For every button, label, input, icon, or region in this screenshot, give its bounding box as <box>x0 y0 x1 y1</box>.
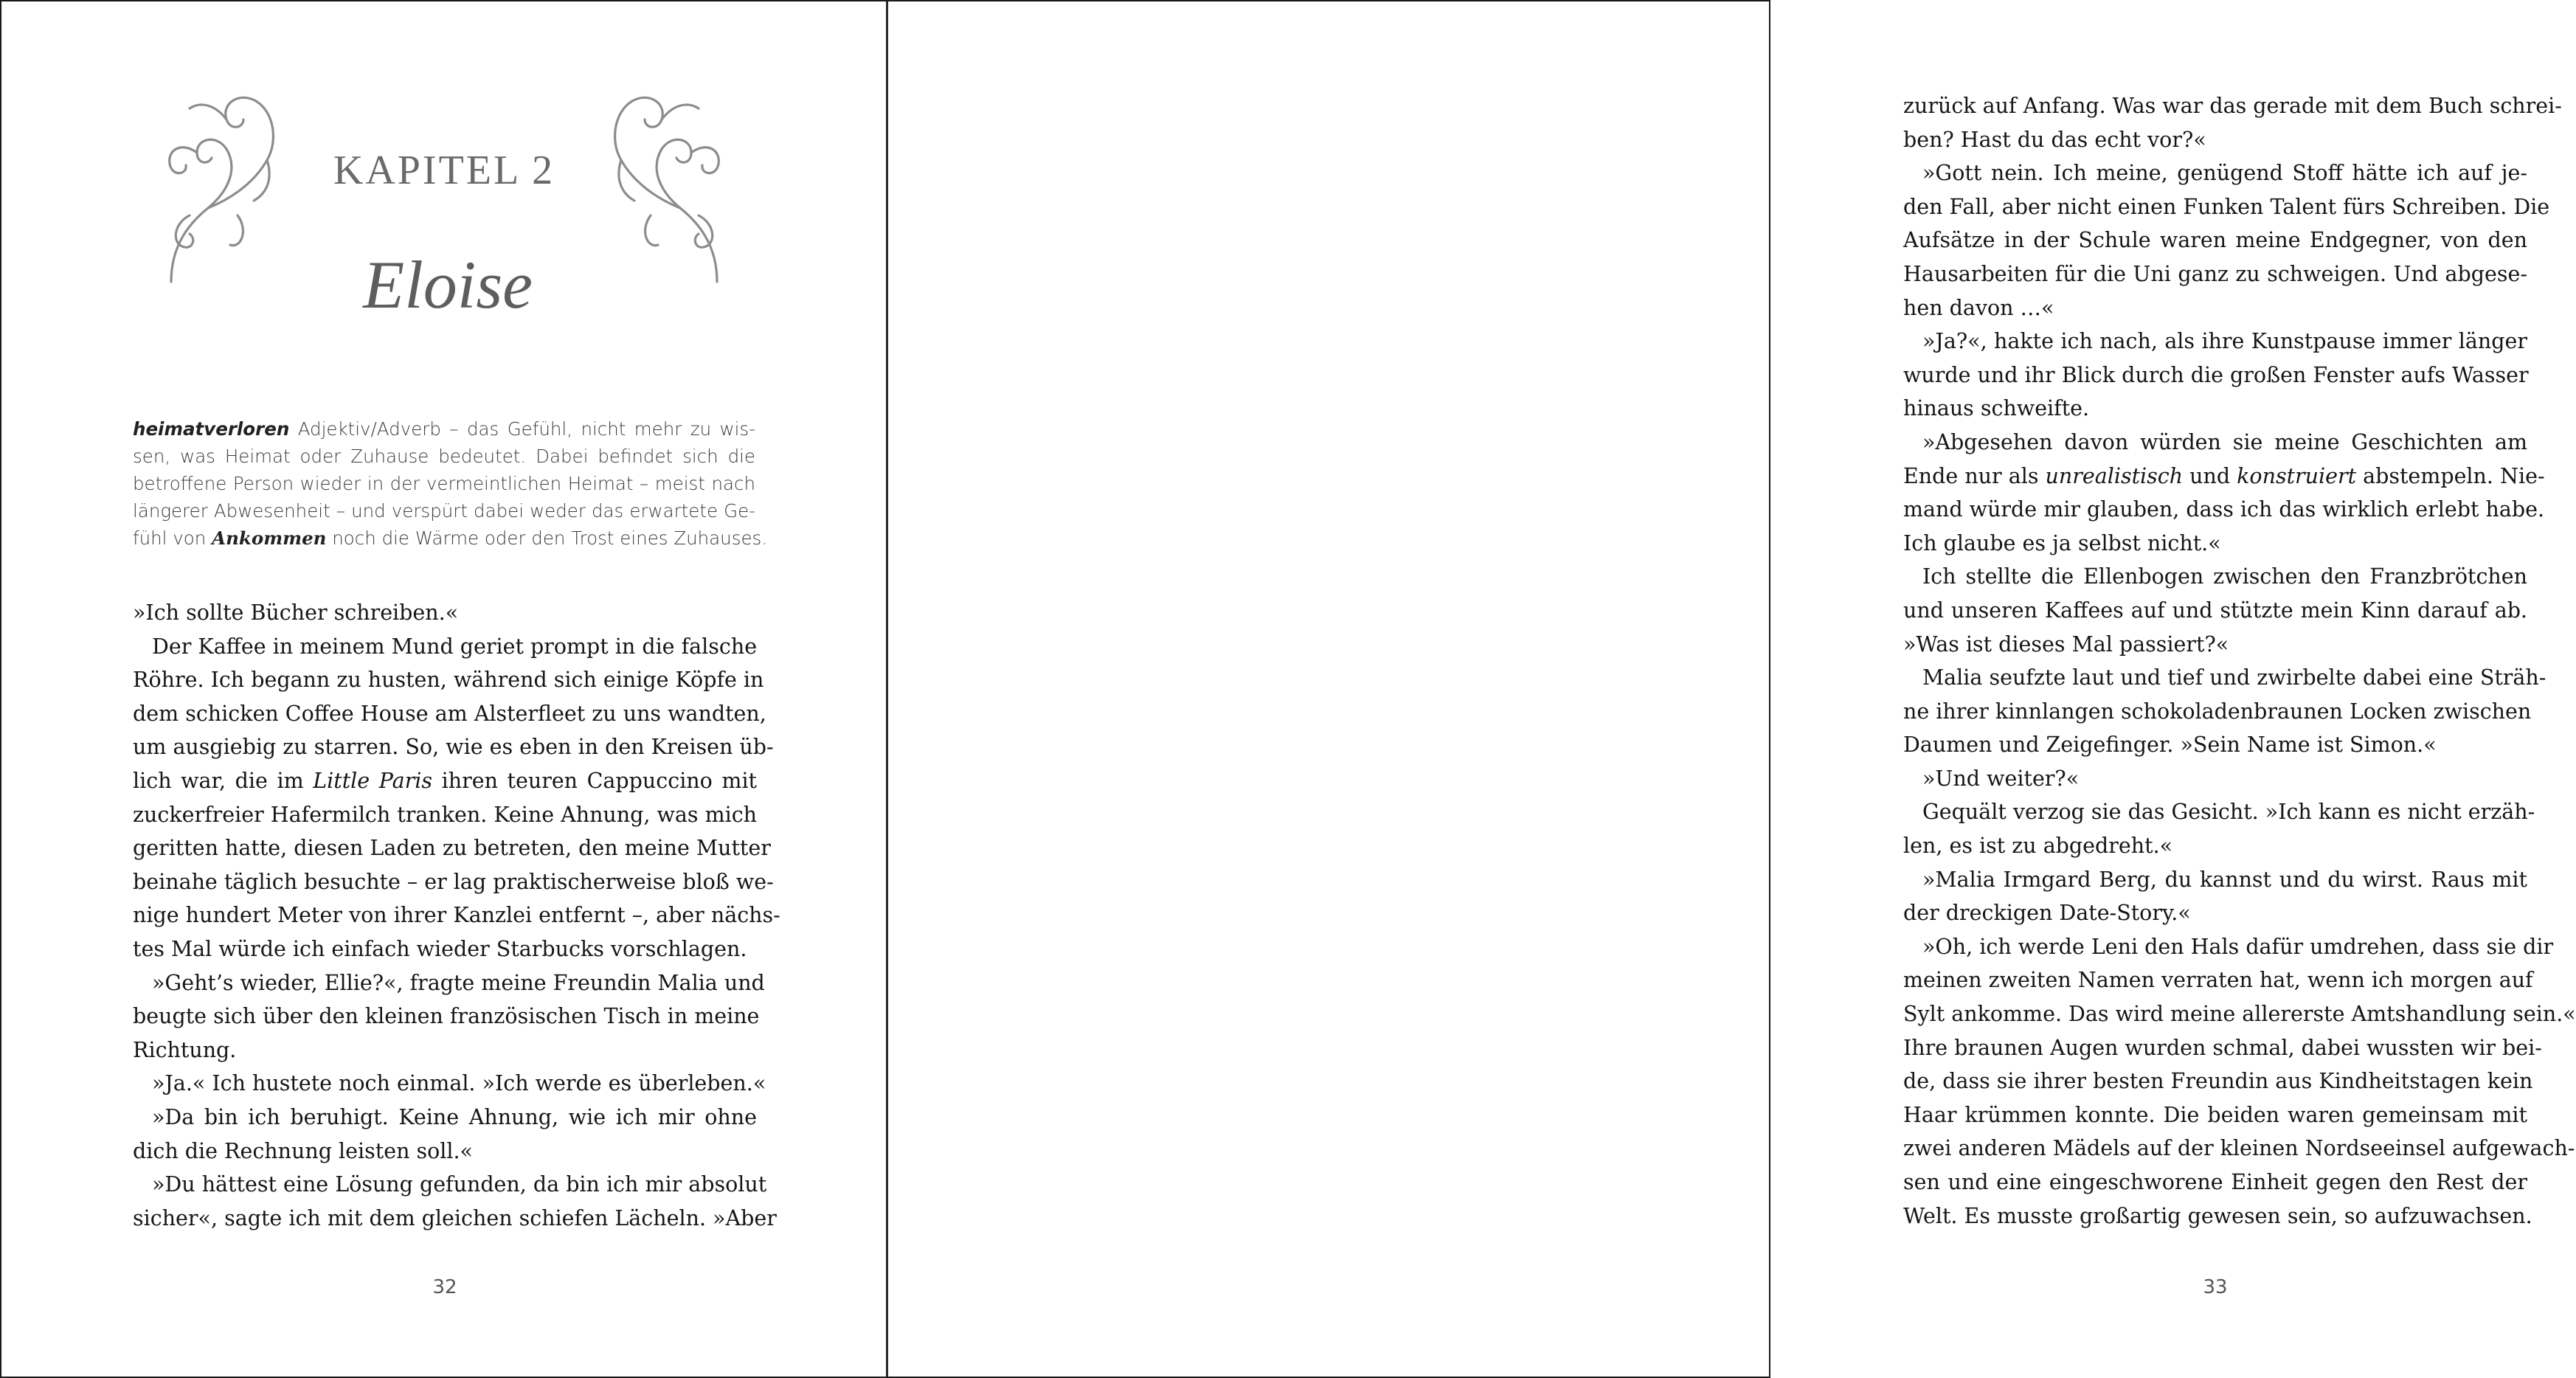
text-run: Hausarbeiten für die Uni ganz zu schweigen. Und abgese- <box>1903 261 2527 286</box>
text-run: »Was ist dieses Mal passiert?« <box>1903 631 2229 657</box>
text-line <box>133 630 757 664</box>
text-run: »Oh, ich werde Leni den Hals dafür umdrehen, dass sie dir <box>1922 934 2554 959</box>
definition-line <box>133 497 755 524</box>
page-number: 32 <box>432 1276 457 1298</box>
definition-block <box>133 415 768 552</box>
text-line <box>1903 392 2527 426</box>
text-line <box>133 1101 757 1135</box>
text-run: Ich glaube es ja selbst nicht.« <box>1903 530 2221 555</box>
text-run: Aufsätze in der Schule waren meine Endgegner, von den <box>1903 228 2527 253</box>
text-line <box>1903 493 2545 527</box>
text-run: zurück auf Anfang. Was war das gerade mit dem Buch schrei- <box>1903 94 2562 118</box>
text-run: fühl von <box>133 527 212 549</box>
text-run: »Geht’s wieder, Ellie?«, fragte meine Freundin Malia und <box>152 970 765 995</box>
text-run: ihren teuren Cappuccino mit <box>432 768 758 793</box>
text-line <box>1903 829 2527 863</box>
text-run: lich war, die im <box>133 768 314 793</box>
text-line <box>1903 89 2562 123</box>
text-run: »Abgesehen davon würden sie meine Geschichten am <box>1922 429 2527 454</box>
text-run: »Ich sollte Bücher schreiben.« <box>133 600 459 625</box>
text-line <box>1903 762 2527 796</box>
text-run: hen davon …« <box>1903 295 2054 320</box>
text-run: ne ihrer kinnlangen schokoladenbraunen Locken zwischen <box>1903 699 2532 724</box>
emphasized-word: unrealistisch <box>2045 463 2184 488</box>
chapter-label: KAPITEL 2 <box>333 148 555 193</box>
text-line <box>133 1202 777 1236</box>
text-line <box>1903 123 2527 157</box>
text-run: abstempeln. Nie- <box>2356 463 2545 488</box>
text-run: len, es ist zu abgedreht.« <box>1903 834 2173 859</box>
text-run: Malia seufzte laut und tief und zwirbelte dabei eine Sträh- <box>1922 665 2546 690</box>
text-run: Welt. Es musste großartig gewesen sein, so aufzuwachsen. <box>1903 1203 2532 1228</box>
text-run: Ihre braunen Augen wurden schmal, dabei wussten wir bei- <box>1903 1035 2542 1060</box>
text-run: sen und eine eingeschworene Einheit gegen den Rest der <box>1903 1170 2527 1194</box>
text-line <box>133 1067 766 1101</box>
text-run: zwei anderen Mädels auf der kleinen Nordseeinsel aufgewach- <box>1903 1136 2575 1161</box>
text-run: Haar krümmen konnte. Die beiden waren gemeinsam mit <box>1903 1102 2527 1127</box>
text-run: nige hundert Meter von ihrer Kanzlei entfernt –, aber nächs- <box>133 903 780 928</box>
text-line <box>1903 460 2545 494</box>
text-run: den Fall, aber nicht einen Funken Talent fürs Schreiben. Die <box>1903 194 2550 219</box>
text-line <box>1903 594 2527 628</box>
text-line <box>133 1168 767 1202</box>
text-run: »Ja?«, hakte ich nach, als ihre Kunstpause immer länger <box>1922 329 2527 354</box>
definition-line <box>133 415 755 443</box>
text-run: um ausgiebig zu starren. So, wie es eben in den Kreisen üb- <box>133 735 774 760</box>
right-body-text <box>1903 89 2576 1233</box>
text-run: hinaus schweifte. <box>1903 396 2090 421</box>
flourish-ornament-icon <box>606 83 732 285</box>
text-run: »Ja.« Ich hustete noch einmal. »Ich werde es überleben.« <box>152 1071 766 1096</box>
text-run: »Malia Irmgard Berg, du kannst und du wirst. Raus mit <box>1922 867 2527 892</box>
text-run: »Du hättest eine Lösung gefunden, da bin ich mir absolut <box>152 1172 767 1197</box>
chapter-name <box>348 238 547 341</box>
text-run: meinen zweiten Namen verraten hat, wenn ich morgen auf <box>1903 968 2533 993</box>
text-line <box>133 932 757 966</box>
text-run: der dreckigen Date-Story.« <box>1903 901 2191 926</box>
text-line <box>133 1135 757 1168</box>
text-line <box>1903 695 2532 729</box>
text-run: und <box>2183 463 2237 488</box>
definition-line <box>133 443 755 470</box>
text-run: Ende nur als <box>1903 463 2046 488</box>
text-run: beugte sich über den kleinen französischen Tisch in meine <box>133 1004 760 1029</box>
definition-term: heimatverloren <box>133 418 290 440</box>
text-run: dem schicken Coffee House am Alsterfleet zu uns wandten, <box>133 701 766 726</box>
text-run: beinahe täglich besuchte – er lag praktischerweise bloß we- <box>133 869 774 894</box>
text-run: tes Mal würde ich einfach wieder Starbucks vorschlagen. <box>133 936 747 961</box>
text-line <box>1903 257 2527 291</box>
emphasized-word: konstruiert <box>2237 463 2357 488</box>
text-run: sen, was Heimat oder Zuhause bedeutet. Dabei befindet sich die <box>133 446 755 467</box>
text-run: längerer Abwesenheit – und verspürt dabei weder das erwartete Ge- <box>133 500 755 522</box>
text-line <box>133 663 764 697</box>
text-line <box>1903 1098 2527 1132</box>
text-line <box>1903 997 2576 1031</box>
text-run: Daumen und Zeigefinger. »Sein Name ist Simon.« <box>1903 733 2437 758</box>
text-line <box>1903 963 2533 997</box>
text-run: und unseren Kaffees auf und stützte mein Kinn darauf ab. <box>1903 598 2527 623</box>
text-line <box>1903 560 2527 594</box>
text-line <box>1903 1031 2542 1065</box>
text-run: »Gott nein. Ich meine, genügend Stoff hätte ich auf je- <box>1922 161 2527 186</box>
text-run: zuckerfreier Hafermilch tranken. Keine Ahnung, was mich <box>133 802 758 827</box>
text-line <box>133 865 774 899</box>
text-line <box>133 899 780 932</box>
text-line <box>133 730 774 764</box>
right-page <box>887 1 2576 1377</box>
text-line <box>133 1000 760 1034</box>
chapter-name-text: Eloise <box>363 247 533 322</box>
text-line <box>1903 224 2527 257</box>
text-line <box>1903 426 2527 460</box>
text-line <box>133 966 765 1000</box>
text-line <box>1903 930 2554 964</box>
text-run: Gequält verzog sie das Gesicht. »Ich kann es nicht erzäh- <box>1922 800 2535 825</box>
flourish-ornament-icon <box>156 83 282 285</box>
text-line <box>133 764 757 798</box>
text-line <box>1903 628 2527 662</box>
definition-line <box>133 470 755 497</box>
text-run: geritten hatte, diesen Laden zu betreten, den meine Mutter <box>133 836 771 861</box>
text-run: »Und weiter?« <box>1922 766 2080 791</box>
text-run: ben? Hast du das echt vor?« <box>1903 127 2206 152</box>
text-run: »Da bin ich beruhigt. Keine Ahnung, wie ich mir ohne <box>152 1104 757 1129</box>
text-line <box>1903 863 2527 897</box>
text-run: Richtung. <box>133 1037 237 1062</box>
text-run: Röhre. Ich begann zu husten, während sich einige Köpfe in <box>133 668 764 693</box>
emphasized-word: Little Paris <box>313 768 433 793</box>
text-line <box>1903 896 2527 930</box>
text-run: Ich stellte die Ellenbogen zwischen den Franzbrötchen <box>1922 564 2527 589</box>
definition-line <box>133 524 768 552</box>
text-line <box>1903 190 2550 224</box>
text-run: dich die Rechnung leisten soll.« <box>133 1138 473 1163</box>
page-number: 33 <box>2203 1276 2228 1298</box>
text-line <box>1903 156 2527 190</box>
text-line <box>1903 1132 2575 1166</box>
text-line <box>133 1034 757 1067</box>
text-line <box>133 798 757 832</box>
text-line <box>1903 728 2527 762</box>
text-line <box>1903 1199 2532 1233</box>
emphasized-word: Ankommen <box>212 527 327 549</box>
text-run: de, dass sie ihrer besten Freundin aus Kindheitstagen kein <box>1903 1069 2533 1094</box>
text-line <box>1903 1064 2533 1098</box>
text-line <box>133 831 771 865</box>
text-line <box>1903 661 2546 695</box>
text-run: betroffene Person wieder in der vermeintlichen Heimat – meist nach <box>133 473 755 494</box>
text-line <box>133 596 757 630</box>
left-page <box>1 1 887 1377</box>
text-line <box>1903 795 2535 829</box>
text-run: mand würde mir glauben, dass ich das wirklich erlebt habe. <box>1903 497 2545 522</box>
text-line <box>1903 527 2527 561</box>
text-run: wurde und ihr Blick durch die großen Fenster aufs Wasser <box>1903 362 2529 387</box>
text-run: sicher«, sagte ich mit dem gleichen schiefen Lächeln. »Aber <box>133 1205 777 1230</box>
text-run: Sylt ankomme. Das wird meine allererste Amtshandlung sein.« <box>1903 1002 2576 1027</box>
text-line <box>1903 359 2527 392</box>
text-line <box>1903 1166 2527 1199</box>
text-line <box>133 697 766 731</box>
text-line <box>1903 291 2527 325</box>
left-body-text <box>133 596 780 1235</box>
text-run: noch die Wärme oder den Trost eines Zuhauses. <box>326 527 768 549</box>
text-run: Adjektiv/Adverb – das Gefühl, nicht mehr zu wis- <box>289 418 755 440</box>
text-run: Der Kaffee in meinem Mund geriet prompt in die falsche <box>152 634 758 659</box>
text-line <box>1903 325 2527 359</box>
